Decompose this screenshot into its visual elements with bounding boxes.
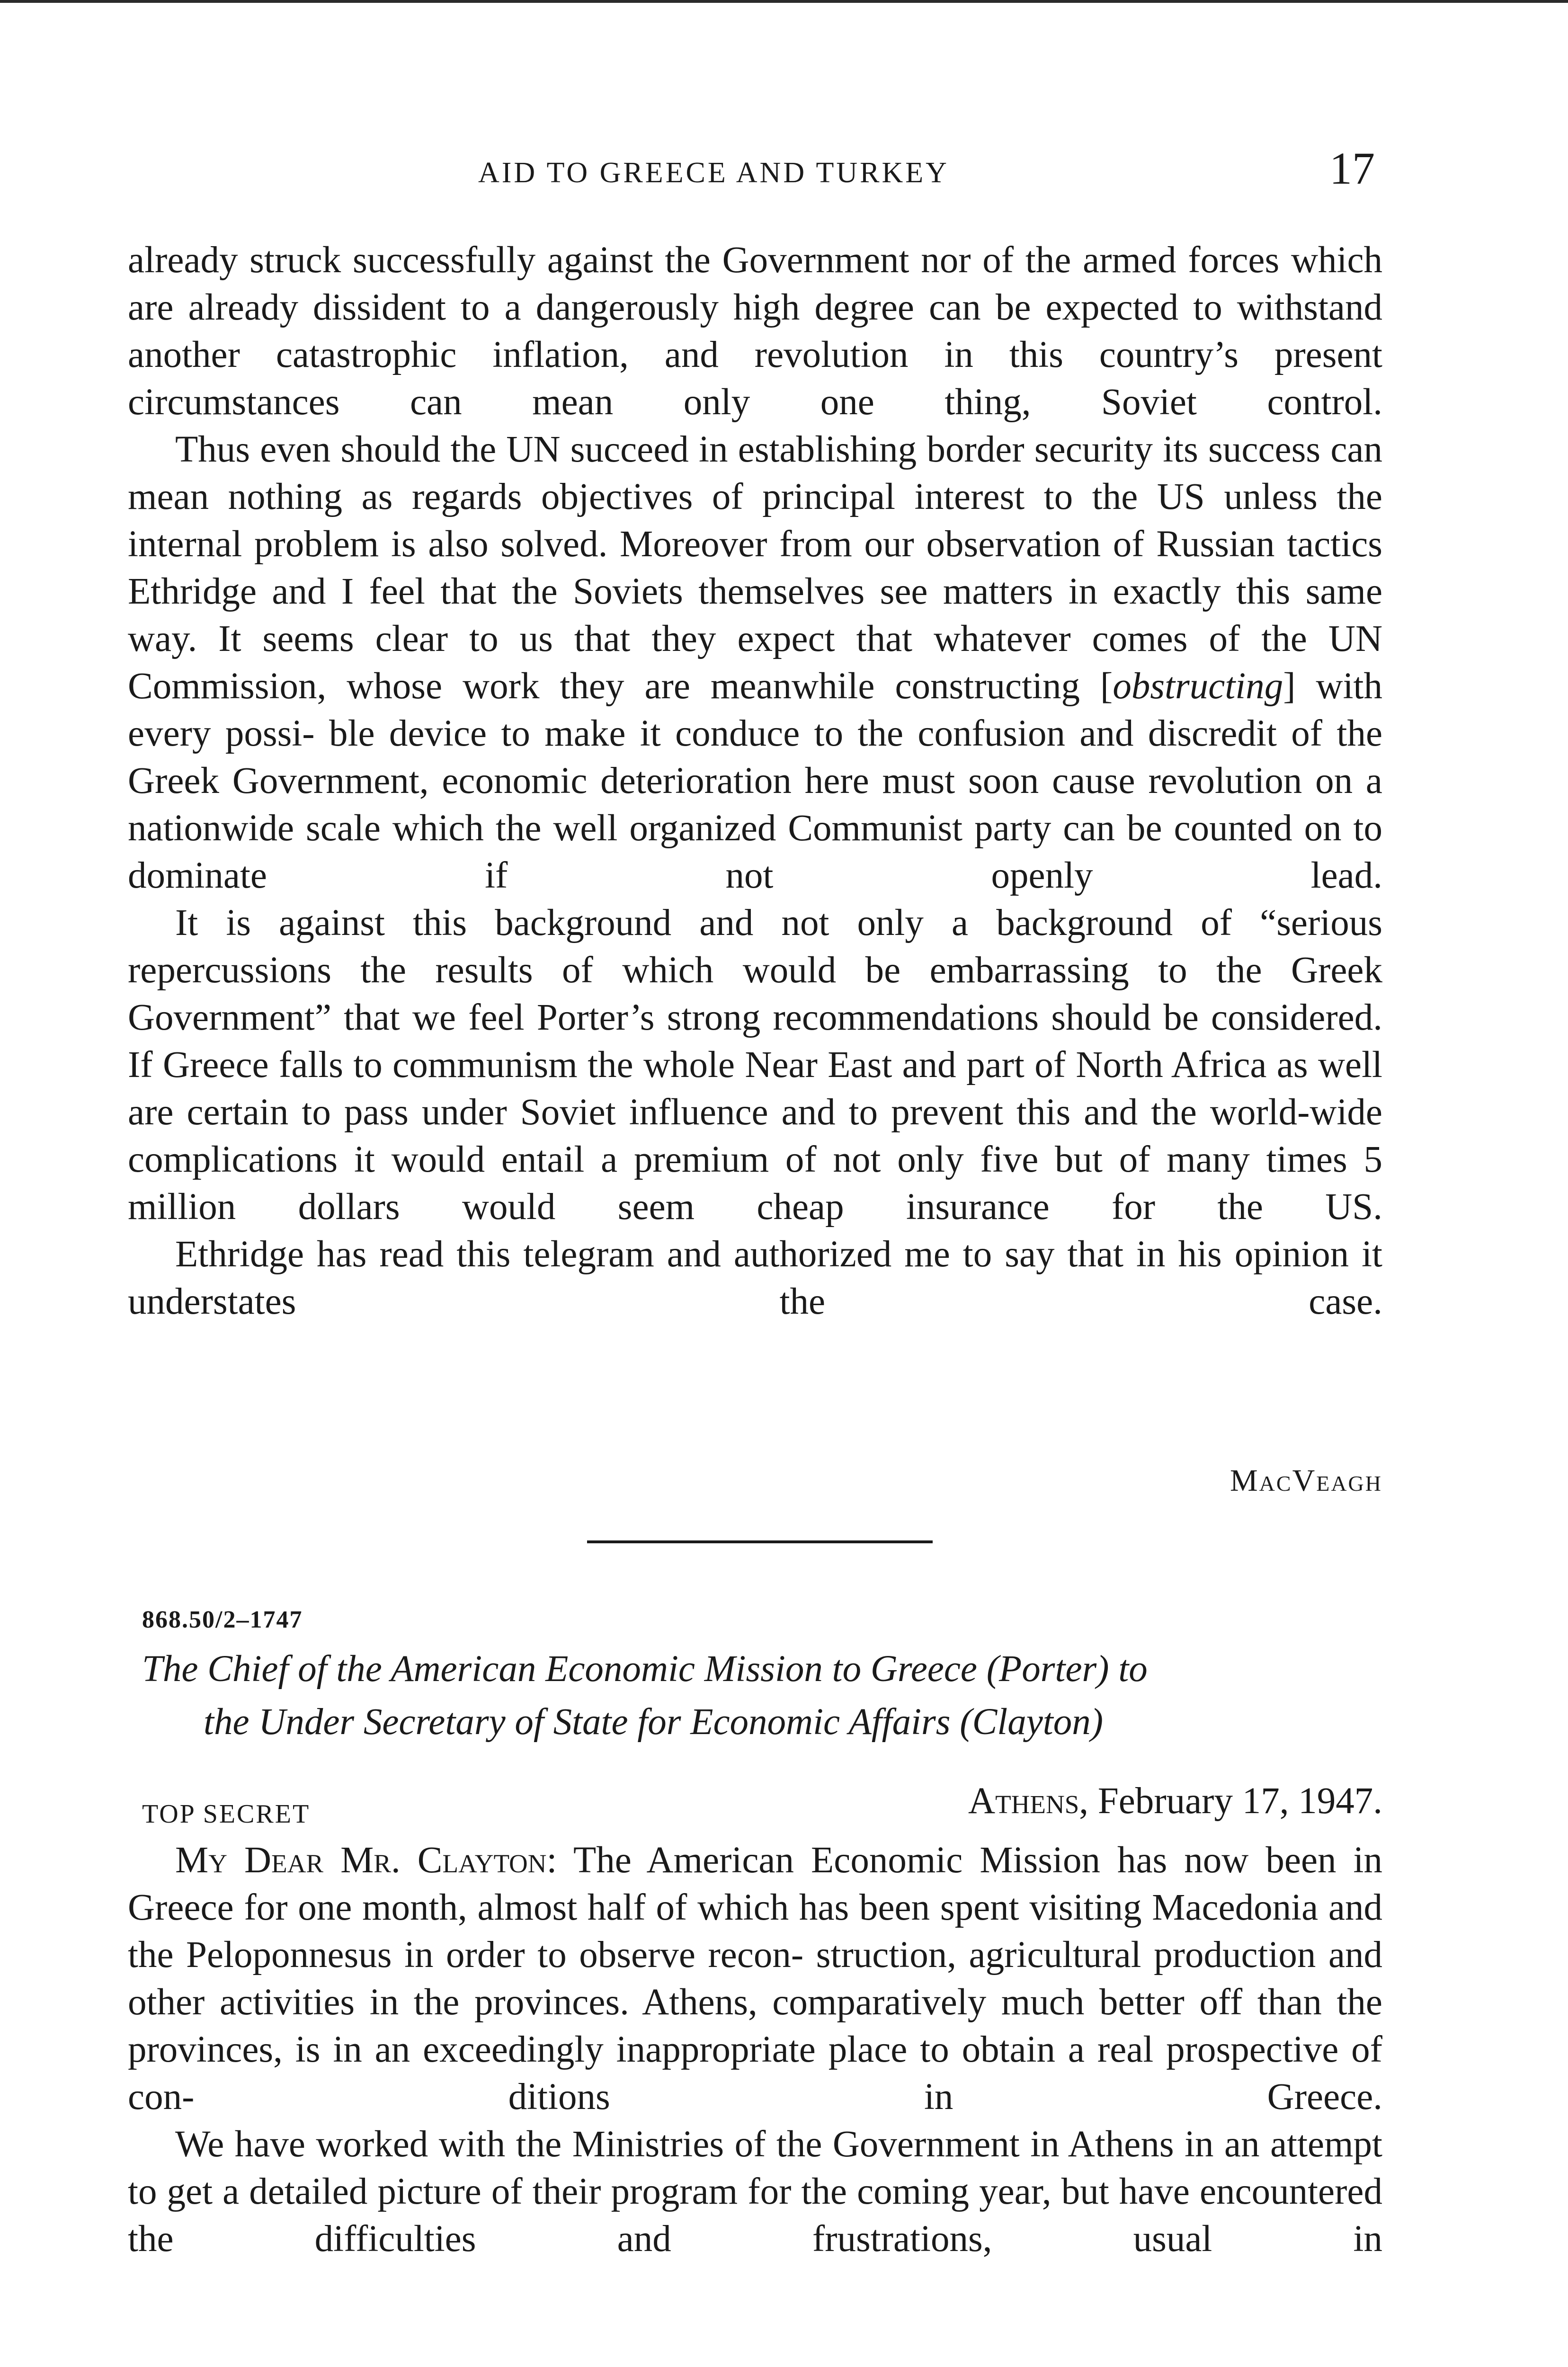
text-line: part of North Africa as well are certain to pass under Soviet influence [128,1044,1383,1133]
section-divider [587,1540,933,1543]
text-line: party can be counted on to dominate if not openly lead. [128,808,1383,896]
text-line: struction, agricultural production and other activities in the provinces. [128,1934,1383,2023]
editorial-correction: obstructing [1113,666,1283,707]
text-line: seem cheap insurance for the US. [617,1186,1382,1228]
text-line: our observation of Russian tactics Ethridge and I feel that the Soviets [128,524,1383,612]
signature: MacVeagh [1229,1463,1382,1498]
text-line: ble device to make it conduce to the confusion and discredit of the [329,713,1383,754]
title-line: the Under Secretary of State for Economic Affairs (Clayton) [204,1701,1104,1743]
text-line: forces which are already dissident to a dangerously high degree can [128,240,1383,328]
text-line: visiting Macedonia and the Peloponnesus in order to observe recon- [128,1887,1382,1975]
text-line: success can mean nothing as regards objectives of principal interest [128,429,1382,517]
page-top-rule [0,0,1568,3]
text-line: to the US unless the internal problem is also solved. Moreover from [128,476,1382,565]
letter-body [128,1837,1382,2263]
salutation: My Dear Mr. Clayton [175,1840,547,1881]
text-line: in an attempt to get a detailed picture of their program for the coming [128,2124,1382,2212]
text-line: Greek Government, economic deterioration here must soon cause [128,760,1135,801]
paragraph-4 [128,1231,1382,1326]
text-line-part: ] with every possi- [128,666,1382,754]
dateline-place: Athens, [968,1780,1089,1822]
classification-label: TOP SECRET [142,1799,311,1829]
text-line: in this country’s present circumstances can mean only one thing, Soviet [128,334,1383,423]
paragraph-3 [128,899,1382,1231]
text-line: themselves see matters in exactly this same way. It seems clear to us [128,571,1383,659]
paragraph-2 [128,2121,1382,2263]
text-line: Thus even should the UN succeed in establishing border security its [175,429,1198,470]
paragraph-1 [128,1837,1382,2121]
text-line: control. [1267,382,1383,423]
text-line: Athens, comparatively much better off than the provinces, is in an [128,1982,1382,2070]
text-line: considered. If Greece falls to communism the whole Near East and [128,997,1382,1086]
text-line: ditions in Greece. [508,2076,1383,2118]
text-line: a premium of not only five but of many times 5 million dollars would [128,1139,1383,1228]
text-line: been in Greece for one month, almost half of which has been spent [128,1840,1383,1928]
text-line: repercussions the results of which would be embarrassing to the Greek [128,950,1382,991]
text-line-part: work they are meanwhile constructing [ [463,666,1113,707]
text-line: Ethridge has read this telegram and authorized me to say that in [175,1234,1166,1275]
text-line: We have worked with the Ministries of the Government in Athens [175,2124,1174,2165]
text-line: year, but have encountered the difficulties and frustrations, usual in [128,2171,1382,2260]
paragraph-2 [128,426,1382,899]
file-number: 868.50/2–1747 [142,1606,303,1633]
running-head: AID TO GREECE AND TURKEY [478,157,949,189]
text-line: exceedingly inappropriate place to obtain a real prospective of con- [128,2029,1382,2118]
dateline [881,1780,1382,1823]
text-line: that they expect that whatever comes of the UN Commission, whose [128,618,1383,707]
dateline-date: February 17, 1947. [1088,1780,1382,1822]
text-line: It is against this background and not only a background of “serious [175,902,1382,943]
telegram-body [128,237,1382,1326]
text-line-part: : The American Economic Mission has now [546,1840,1249,1881]
text-line: his opinion it understates the case. [128,1234,1383,1322]
document-title [142,1643,1382,1749]
paragraph-1 [128,237,1382,426]
text-line: Government” that we feel Porter’s strong recommendations should be [128,997,1199,1038]
text-line: be expected to withstand another catastrophic inflation, and revolution [128,287,1383,375]
text-line: already struck successfully against the Government nor of the armed [128,240,1176,281]
text-line: revolution on a nationwide scale which the well organized Communist [128,760,1382,849]
page-number: 17 [1329,143,1375,194]
text-line: and to prevent this and the world-wide complications it would entail [128,1092,1382,1180]
title-line: The Chief of the American Economic Mission to Greece (Porter) to [142,1648,1148,1690]
